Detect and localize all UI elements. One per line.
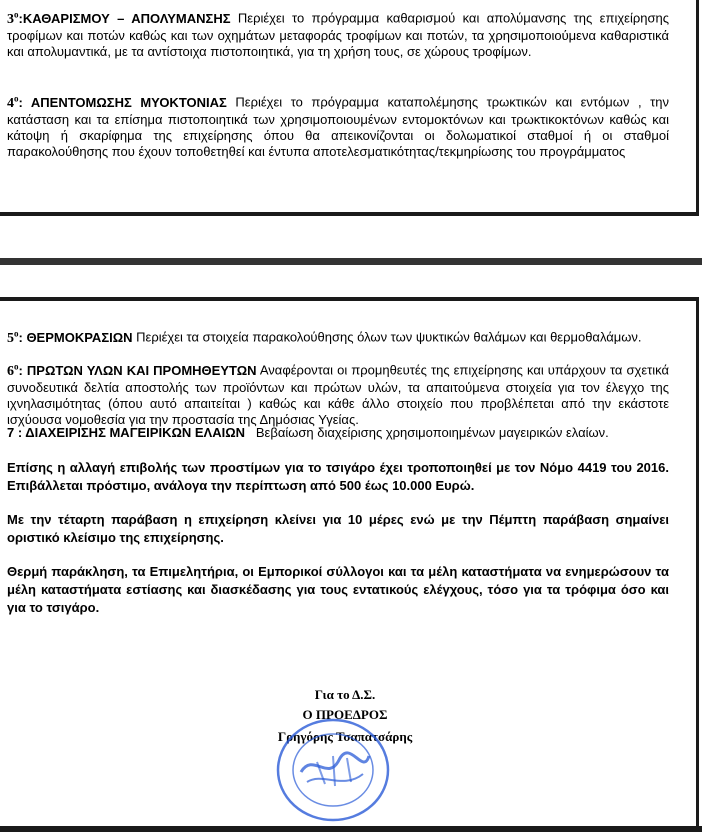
paragraph-closure: Με την τέταρτη παράβαση η επιχείρηση κλείνει για 10 μέρες ενώ με την Πέμπτη παράβαση σημαίνει οριστικό κλείσιμο της επιχείρησης. bbox=[7, 512, 669, 545]
section-3-cleaning bbox=[7, 6, 669, 60]
page-gap bbox=[0, 216, 702, 258]
signature-name: Γρηγόρης Τσαπατσάρης bbox=[277, 729, 413, 744]
section-4-pest-control bbox=[7, 90, 669, 160]
signature-for-board: Για το Δ.Σ. bbox=[314, 687, 376, 702]
page-bottom-edge bbox=[0, 826, 702, 832]
section-4-text: Περιέχει το πρόγραμμα καταπολέμησης τρωκτικών και εντόμων , την κατάσταση και τα επίσημα πιστοποιητικά των χρησιμοποιουμένων εντομοκτόνων και τρωκτικοκτόνων καθώς και κάτοψη ή σκαρίφημα της επιχείρησης όπου θα απεικονίζονται οι δολωματικοί σταθμοί ή οι σταθμοί παρακολούθησης που έχουν τοποθετηθεί και έντυπα αποτελεσματικότητας/τεκμηρίωσης του προγράμματος bbox=[7, 94, 669, 159]
section-4-heading: $4^o$: ΑΠΕΝΤΟΜΩΣΗΣ ΜΥΟΚΤΟΝΙΑΣ bbox=[7, 93, 227, 111]
official-stamp-image bbox=[273, 712, 393, 824]
section-7-text: Βεβαίωση διαχείρισης χρησιμοποιημένων μαγειρικών ελαίων. bbox=[255, 425, 609, 440]
section-5-text: Περιέχει τα στοιχεία παρακολούθησης όλων των ψυκτικών θαλάμων και θερμοθαλάμων. bbox=[136, 329, 642, 345]
section-7-cooking-oils bbox=[7, 425, 669, 442]
signature-role: Ο ΠΡΟΕΔΡΟΣ bbox=[302, 707, 388, 722]
page-divider bbox=[0, 258, 702, 265]
section-5-heading: $5^o$: ΘΕΡΜΟΚΡΑΣΙΩΝ bbox=[7, 328, 133, 346]
section-6-heading: $6^o$: ΠΡΩΤΩΝ ΥΛΩΝ ΚΑΙ ΠΡΟΜΗΘΕΥΤΩΝ bbox=[7, 361, 257, 379]
section-3-text: Περιέχει το πρόγραμμα καθαρισμού και απολύμανσης της επιχείρησης τροφίμων και ποτών καθώς και των οχημάτων μεταφοράς τροφίμων και ποτών, τα χρησιμοποιούμενα καθαριστικά και απολυμαντικά, με τα αντίστοιχα πιστοποιητικά, για τη χρήση τους, σε χώρους τροφίμων. bbox=[7, 10, 669, 59]
page-gap-lower bbox=[0, 265, 702, 297]
section-3-heading: $3^o:KA\Theta API\Sigma MO\Upsilon$ – ΑΠΟΛΥΜΑΝΣΗΣ bbox=[7, 9, 231, 27]
section-6-text: Αναφέρονται οι προμηθευτές της επιχείρησης και υπάρχουν τα σχετικά συνοδευτικά δελτία αποστολής των προϊόντων και πρώτων υλών, τα απαιτούμενα στοιχεία για τον έλεγχο της ιχνηλασιμότητας (όπου αυτό απαιτείται ) καθώς και κάθε άλλο στοιχείο που προβλέπεται από την εκάστοτε ισχύουσα νομοθεσία για την προστασία της Δημόσιας Υγείας. bbox=[7, 362, 669, 427]
paragraph-request: Θερμή παράκληση, τα Επιμελητήρια, οι Εμπορικοί σύλλογοι και τα μέλη καταστήματα να ενημερώσουν τα μέλη καταστήματα εστίασης και διασκέδασης για τους εντατικούς ελέγχους, τόσο για τα τρόφιμα όσο και για το τσιγάρο. bbox=[7, 564, 669, 615]
page-section-upper bbox=[0, 0, 699, 216]
section-5-temperatures bbox=[7, 325, 669, 347]
paragraph-fines: Επίσης η αλλαγή επιβολής των προστίμων για το τσιγάρο έχει τροποποιηθεί με τον Νόμο 4419 του 2016. Επιβάλλεται πρόστιμο, ανάλογα την περίπτωση από 500 έως 10.000 Ευρώ. bbox=[7, 460, 669, 493]
section-7-heading: 7 : ΔΙΑΧΕΙΡΙΣΗΣ ΜΑΓΕΙΡΙΚΩΝ ΕΛΑΙΩΝ bbox=[7, 425, 246, 440]
section-6-raw-materials bbox=[7, 358, 669, 428]
